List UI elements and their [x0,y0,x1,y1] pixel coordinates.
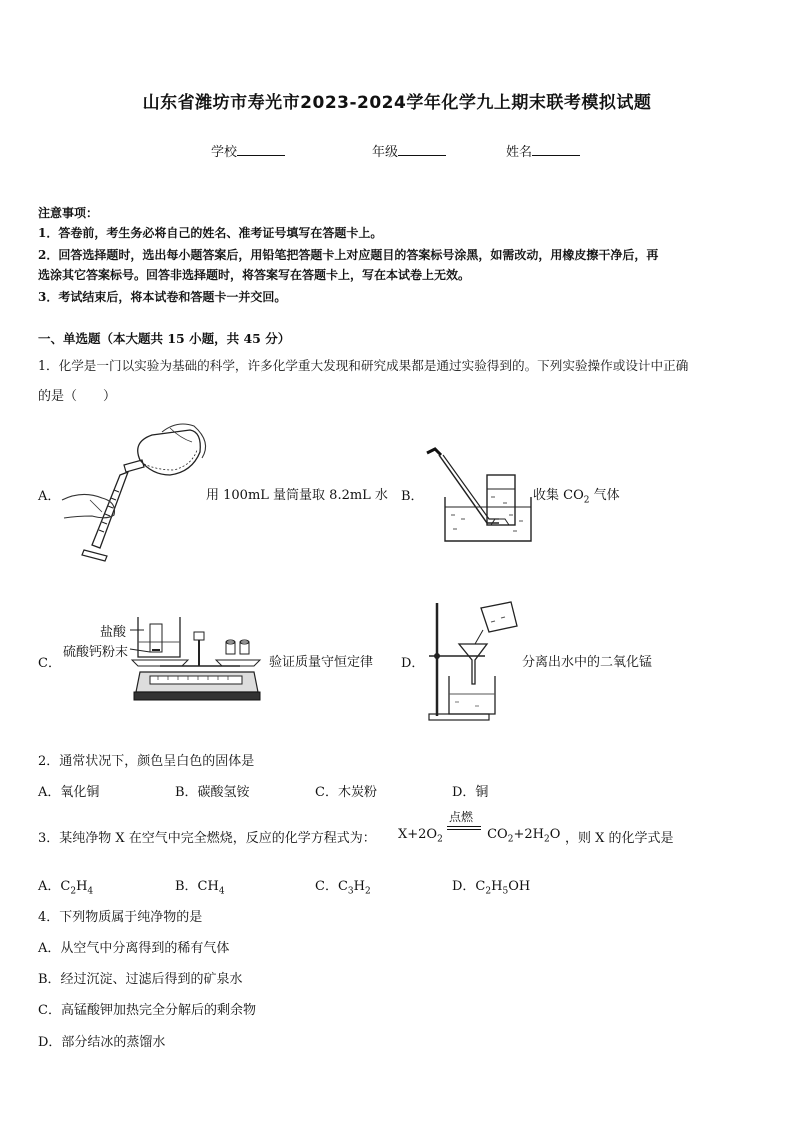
q3-option-d-sub1: 2 [485,886,492,897]
q3-option-d [452,875,530,897]
q3-stem-post: ，则 X 的化学式是 [565,831,674,846]
notice-heading: 注意事项： [38,206,99,220]
notice-item-1: 1．答卷前，考生务必将自己的姓名、准考证号填写在答题卡上。 [38,226,383,240]
notice-item-3: 3．考试结束后，将本试卷和答题卡一并交回。 [38,290,287,304]
name-blank[interactable] [532,143,580,156]
q1-stem: 1．化学是一门以实验为基础的科学，许多化学重大发现和研究成果都是通过实验得到的。下列实验操作或设计中正确 [38,358,689,373]
q3-option-a-mid: H [76,879,88,894]
q3-eq-right2: +2H [513,827,544,842]
q4-option-d: D．部分结冰的蒸馏水 [38,1035,166,1050]
q1-option-b-text [533,484,620,506]
q4-option-c: C．高锰酸钾加热完全分解后的剩余物 [38,1003,256,1018]
q3-option-c-sub2: 2 [364,886,371,897]
notice-item-2-cont: 选涂其它答案标号。回答非选择题时，将答案写在答题卡上，写在本试卷上无效。 [38,268,471,282]
q3-option-c [315,875,371,897]
q1-option-c-image-label2: 硫酸钙粉末 [63,645,129,660]
q3-option-d-sub2: 5 [502,886,509,897]
graduated-cylinder-image [62,420,212,565]
q3-option-c-label: C．C [315,879,348,894]
q2-option-c: C．木炭粉 [315,785,377,800]
q3-option-a-label: A．C [38,879,71,894]
grade-label: 年级 [372,145,399,160]
q3-option-d-tail: OH [508,879,531,894]
q2-option-a: A．氧化铜 [38,785,100,800]
q2-option-d: D．铜 [452,785,489,800]
q3-option-a-sub2: 4 [87,886,94,897]
q3-eq-condition: 点燃 [448,810,473,824]
q1-option-d-text: 分离出水中的二氧化锰 [522,655,653,670]
q3-option-d-mid: H [491,879,503,894]
q1-option-c-image-label1: 盐酸 [100,625,127,640]
school-blank[interactable] [237,143,285,156]
q3-equation [398,810,561,845]
name-label: 姓名 [506,145,533,160]
school-label: 学校 [211,145,238,160]
q3-eq-left: X+2O [398,827,438,842]
q1-option-b-label: B． [401,489,424,504]
q1-option-b-sub: 2 [583,495,590,506]
q3-eq-right1-sub: 2 [507,834,514,845]
q3-option-c-mid: H [353,879,365,894]
q1-option-d-label: D． [401,656,425,671]
q3-option-b [175,875,225,897]
q1-option-a-text: 用 100mL 量筒量取 8.2mL 水 [206,488,388,503]
filtration-image [425,598,525,723]
q2-option-b: B．碳酸氢铵 [175,785,250,800]
q3-option-a-sub1: 2 [70,886,77,897]
q3-eq-arrow [447,810,483,838]
q3-option-d-label: D．C [452,879,486,894]
q3-eq-right1: CO [487,827,508,842]
q3-eq-left-sub: 2 [437,834,443,845]
balance-image [130,612,265,707]
notice-item-2: 2．回答选择题时，选出每小题答案后，用铅笔把答题卡上对应题目的答案标号涂黑，如需改动，用橡皮擦干净后，再 [38,248,659,262]
grade-blank[interactable] [398,143,446,156]
q1-option-a-label: A． [38,489,61,504]
section-heading: 一、单选题（本大题共 15 小题，共 45 分） [38,331,291,346]
q3-stem-pre: 3．某纯净物 X 在空气中完全燃烧，反应的化学方程式为： [38,831,376,846]
q3-option-b-sub1: 4 [218,886,225,897]
gas-collection-image [425,445,537,545]
q4-option-a: A．从空气中分离得到的稀有气体 [38,941,230,956]
q4-option-b: B．经过沉淀、过滤后得到的矿泉水 [38,972,243,987]
q1-option-b-pre: 收集 CO [533,488,584,503]
q3-eq-right2-sub: 2 [543,834,550,845]
q3-eq-right3: O [549,827,561,842]
q3-option-c-sub1: 3 [347,886,354,897]
q1-stem-cont: 的是（ ） [38,389,117,404]
name-field [506,141,580,160]
q3-option-b-label: B．CH [175,879,219,894]
school-field [211,141,285,160]
page-title: 山东省潍坊市寿光市2023-2024学年化学九上期末联考模拟试题 [142,93,652,113]
q1-option-c-text: 验证质量守恒定律 [269,655,374,670]
grade-field [372,141,446,160]
q4-stem: 4．下列物质属于纯净物的是 [38,910,203,925]
q3-option-a [38,875,93,897]
q1-option-c-label: C． [38,656,61,671]
q1-option-b-post: 气体 [589,488,620,503]
q2-stem: 2．通常状况下，颜色呈白色的固体是 [38,754,255,769]
